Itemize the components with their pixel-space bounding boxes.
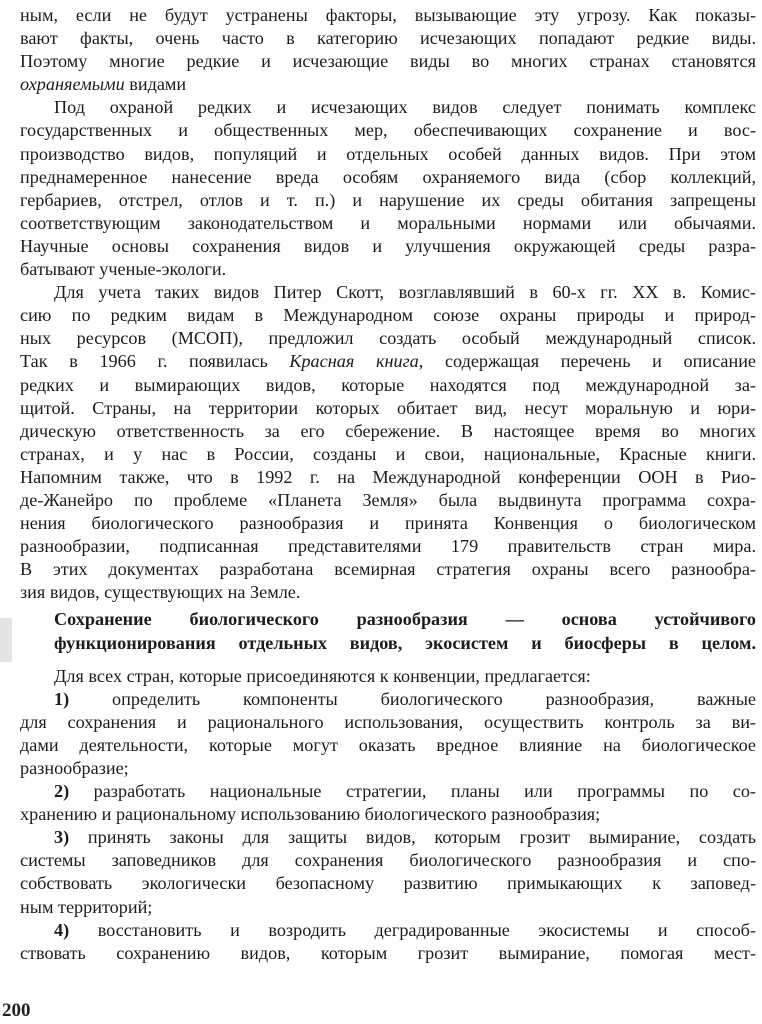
text-line: разнообразии, подписанная представителями 179 правительств стран мира. [20,536,756,557]
text-line: Напомним также, что в 1992 г. на Международной конференции ООН в Рио- [20,466,756,487]
text-line: преднамеренное нанесение вреда особям охраняемого вида (сбор коллекций, [20,166,756,187]
text-line: странах, и у нас в России, созданы и свои, национальные, Красные книги. [20,443,756,464]
text-line: щитой. Страны, на территории которых обитает вид, несут моральную и юри- [20,397,756,418]
text-line: разнообразие; [20,758,129,778]
text-run: Так в 1966 г. появилась [20,351,290,372]
text-line [20,919,756,942]
text-line: Под охраной редких и исчезающих видов следует понимать комплекс [54,97,756,118]
text-line: производство видов, популяций и отдельных особей данных видов. При этом [20,143,756,164]
italic-term: охраняемыми [20,74,125,95]
page-number: 200 [2,1000,31,1021]
page-edge-shadow [0,618,12,662]
text-line: В этих документах разработана всемирная стратегия охраны всего разнообра- [20,559,756,580]
item-number: 2) [54,781,70,802]
spacer [20,655,756,665]
list-item-3 [20,826,756,918]
item-number: 1) [54,688,70,709]
text-line: собствовать экологически безопасному развитию примыкающих к заповед- [20,873,756,894]
text-line: для сохранения и рационального использования, осуществить контроль за ви- [20,711,756,732]
list-intro: Для всех стран, которые присоединяются к конвенции, предлагается: [54,665,591,686]
text-line: Поэтому многие редкие и исчезающие виды во многих странах становятся [20,51,756,72]
text-line: дическую ответственность за его сбережение. В настоящее время во многих [20,420,756,441]
paragraph-2 [20,96,756,281]
text-run: видами [124,74,187,95]
italic-term: Красная книга [289,351,419,372]
heading-line: функционирования отдельных видов, экосистем и биосферы в целом. [54,632,756,653]
text-line [20,73,756,96]
text-line: ных ресурсов (МСОП), предложил создать особый международный список. [20,328,756,349]
text-line [20,826,756,849]
text-line: ным, если не будут устранены факторы, вызывающие эту угрозу. Как показы- [20,5,756,25]
text-line: ным территорий; [20,896,153,917]
text-run: разработать национальные стратегии, планы или программы по со- [69,781,756,802]
text-line: гербариев, отстрел, отлов и т. п.) и нарушение их среды обитания запрещены [20,189,756,210]
paragraph-1 [20,4,756,96]
text-line: дами деятельности, которые могут оказать вредное влияние на биологическое [20,734,756,755]
text-run: , содержащая перечень и описание [418,351,756,372]
text-line: батывают ученые-экологи. [20,259,227,280]
text-line: ствовать сохранению видов, которым грозит вымирание, помогая мест- [20,942,756,963]
text-line: зия видов, существующих на Земле. [20,582,301,603]
list-item-2 [20,780,756,826]
text-run: восстановить и возродить деградированные экосистемы и способ- [69,919,756,940]
text-run: определить компоненты биологического разнообразия, важные [69,688,756,709]
text-run: принять законы для защиты видов, которым грозит вымирание, создать [69,827,756,848]
page-text [20,4,756,965]
text-line: хранению и рациональному использованию биологического разнообразия; [20,804,601,825]
text-line: системы заповедников для сохранения биологического разнообразия и спо- [20,850,756,871]
text-line: сию по редким видам в Международном союзе охраны природы и природ- [20,305,756,326]
text-line: де-Жанейро по проблеме «Планета Земля» была выдвинута программа сохра- [20,489,756,510]
heading-line: Сохранение биологического разнообразия — основа устойчивого [54,609,756,630]
text-line [20,780,756,803]
text-line [20,350,756,373]
text-line: редких и вымирающих видов, которые находятся под международной за- [20,374,756,395]
text-line [20,688,756,711]
text-line: нения биологического разнообразия и принята Конвенция о биологическом [20,513,756,534]
text-line: государственных и общественных мер, обеспечивающих сохранение и вос- [20,120,756,141]
list-item-1 [20,688,756,780]
text-line: вают факты, очень часто в категорию исчезающих попадают редкие виды. [20,28,756,49]
list-item-4 [20,919,756,965]
paragraph-3 [20,281,756,604]
section-heading [20,608,756,654]
item-number: 4) [54,919,70,940]
item-number: 3) [54,827,70,848]
text-line: Научные основы сохранения видов и улучшения окружающей среды разра- [20,235,756,256]
text-line: соответствующим законодательством и моральными нормами или обычаями. [20,212,756,233]
text-line: Для учета таких видов Питер Скотт, возглавлявший в 60-х гг. XX в. Комис- [54,282,756,303]
